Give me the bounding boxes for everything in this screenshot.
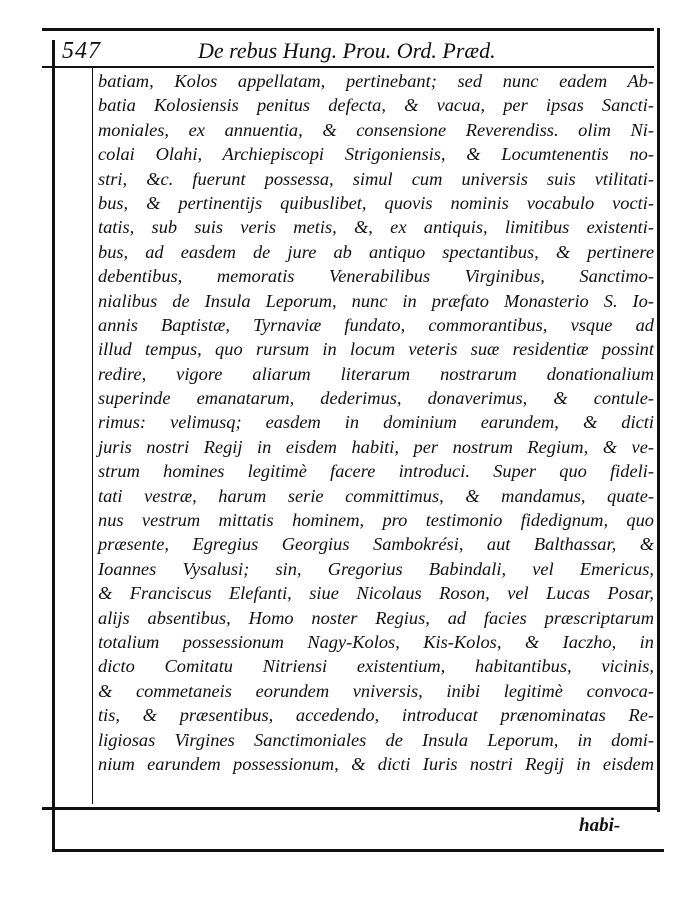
text-line: superinde emanatarum, dederimus, donaverimus, & contule- [98, 388, 654, 409]
text-line: tati vestræ, harum serie committimus, & mandamus, quate- [98, 485, 654, 506]
text-line: debentibus, memoratis Venerabilibus Virginibus, Sanctimo- [98, 266, 654, 287]
text-line: bus, ad easdem de jure ab antiquo spectantibus, & pertinere [98, 241, 654, 262]
text-line: illud tempus, quo rursum in locum veteris suæ residentiæ possint [98, 339, 654, 360]
text-line: tatis, sub suis veris metis, &, ex antiquis, limitibus existenti- [98, 217, 654, 238]
text-line: moniales, ex annuentia, & consensione Reverendiss. olim Ni- [98, 119, 654, 140]
text-line: strum homines legitimè facere introduci. Super quo fideli- [98, 461, 654, 482]
text-line: juris nostri Regij in eisdem habiti, per nostrum Regium, & ve- [98, 436, 654, 457]
text-line: ligiosas Virgines Sanctimoniales de Insula Leporum, in domi- [98, 729, 654, 750]
page-number: 547 [62, 38, 101, 64]
left-frame-rule [52, 40, 55, 852]
lower-rule [52, 849, 664, 852]
text-line: rimus: velimusq; easdem in dominium earundem, & dicti [98, 412, 654, 433]
bottom-rule [42, 807, 660, 810]
text-line: dicto Comitatu Nitriensi existentium, habitantibus, vicinis, [98, 656, 654, 677]
text-line: bus, & pertinentijs quibuslibet, quovis nominis vocabulo vocti- [98, 192, 654, 213]
text-line: & commetaneis eorundem vniversis, inibi legitimè convoca- [98, 680, 654, 701]
text-line: præsente, Egregius Georgius Sambokrési, aut Balthassar, & [98, 534, 654, 555]
text-line: alijs absentibus, Homo noster Regius, ad facies præscriptarum [98, 607, 654, 628]
top-rule [42, 28, 654, 31]
catchword: habi- [579, 815, 621, 836]
text-line: & Franciscus Elefanti, siue Nicolaus Roson, vel Lucas Posar, [98, 583, 654, 604]
text-line: redire, vigore aliarum literarum nostrarum donationalium [98, 363, 654, 384]
text-line: batiam, Kolos appellatam, pertinebant; sed nunc eadem Ab- [98, 71, 654, 91]
text-line: stri, &c. fuerunt possessa, simul cum universis suis vtilitati- [98, 168, 654, 189]
running-title: De rebus Hung. Prou. Ord. Præd. [198, 38, 496, 63]
text-line: nialibus de Insula Leporum, nunc in præfato Monasterio S. Io- [98, 290, 654, 311]
text-line: nus vestrum mittatis hominem, pro testimonio fidedignum, quo [98, 510, 654, 531]
inner-left-rule [92, 66, 93, 804]
text-line: Ioannes Vysalusi; sin, Gregorius Babindali, vel Emericus, [98, 558, 654, 579]
text-line: nium earundem possessionum, & dicti Iuris nostri Regij in eisdem [98, 753, 654, 774]
text-line: totalium possessionum Nagy-Kolos, Kis-Kolos, & Iaczho, in [98, 631, 654, 652]
body-text [98, 69, 654, 776]
text-line: annis Baptistæ, Tyrnaviæ fundato, commorantibus, vsque ad [98, 314, 654, 335]
right-frame-rule [657, 28, 660, 812]
text-line: tis, & præsentibus, accedendo, introducat prænominatas Re- [98, 705, 654, 726]
text-line: colai Olahi, Archiepiscopi Strigoniensis, & Locumtenentis no- [98, 144, 654, 165]
page-header [62, 32, 622, 68]
text-line: batia Kolosiensis penitus defecta, & vacua, per ipsas Sancti- [98, 95, 654, 116]
